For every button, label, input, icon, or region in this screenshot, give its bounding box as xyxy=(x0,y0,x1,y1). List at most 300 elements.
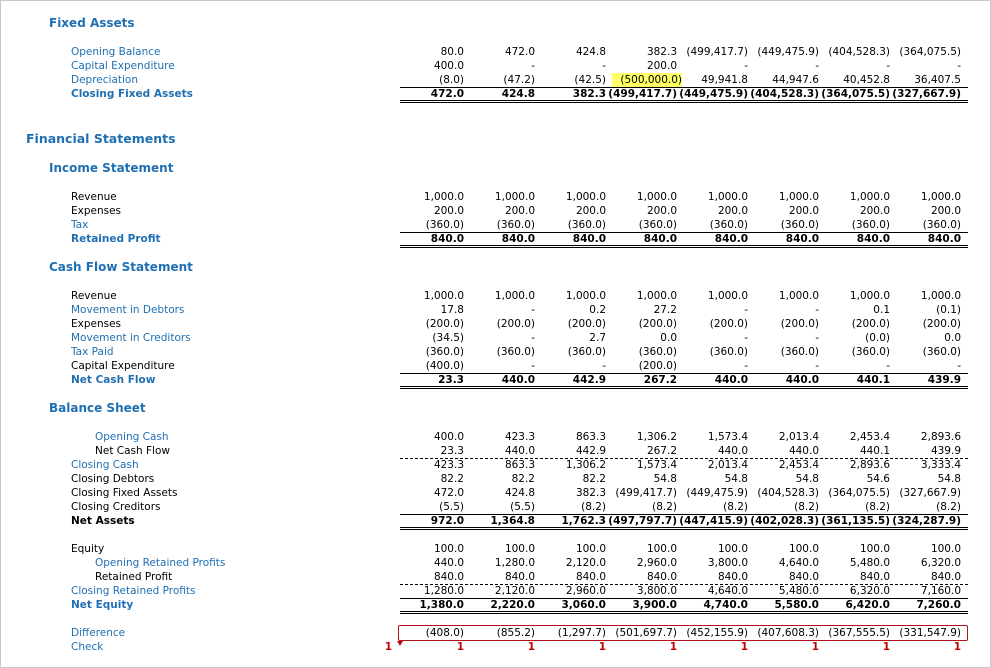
value-cell[interactable]: 1,762.3 xyxy=(561,515,606,527)
fixed-assets-heading: Fixed Assets xyxy=(49,16,135,30)
value-cell[interactable]: (364,075.5) xyxy=(821,88,890,100)
value-cell[interactable]: 423.3 xyxy=(433,459,464,471)
value-cell[interactable]: 840.0 xyxy=(930,571,961,583)
value-cell[interactable]: 1,306.2 xyxy=(636,431,677,443)
value-cell[interactable]: 4,740.0 xyxy=(703,599,748,611)
value-cell[interactable]: 840.0 xyxy=(785,233,819,245)
value-cell[interactable]: 1,000.0 xyxy=(565,191,606,203)
comment-indicator-icon xyxy=(397,641,403,646)
value-cell[interactable]: - xyxy=(744,360,748,372)
value-cell[interactable]: - xyxy=(602,360,606,372)
value-cell[interactable]: (8.2) xyxy=(865,501,890,513)
value-cell[interactable]: - xyxy=(815,60,819,72)
value-cell[interactable]: 82.2 xyxy=(511,473,535,485)
is-row-revenue[interactable] xyxy=(0,190,991,204)
value-cell[interactable]: 840.0 xyxy=(717,571,748,583)
value-cell[interactable]: 2,013.4 xyxy=(778,431,819,443)
bs-row-closing-creditors[interactable] xyxy=(0,500,991,514)
cf-row-movement-debtors[interactable] xyxy=(0,303,991,317)
value-cell[interactable]: 1,000.0 xyxy=(920,290,961,302)
value-cell[interactable]: 442.9 xyxy=(572,374,606,386)
value-cell[interactable]: - xyxy=(744,304,748,316)
row-label: Closing Debtors xyxy=(71,473,155,485)
value-cell[interactable]: - xyxy=(744,332,748,344)
value-cell[interactable]: 1,000.0 xyxy=(636,191,677,203)
value-cell[interactable]: (360.0) xyxy=(567,219,606,231)
cf-row-tax-paid[interactable] xyxy=(0,345,991,359)
row-label: Revenue xyxy=(71,290,117,302)
value-cell[interactable]: (8.2) xyxy=(794,501,819,513)
value-cell[interactable]: (499,417.7) xyxy=(608,88,677,100)
value-cell[interactable]: 1,364.8 xyxy=(490,515,535,527)
value-cell[interactable]: 200.0 xyxy=(646,60,677,72)
value-cell[interactable]: 1 xyxy=(456,641,464,653)
value-cell[interactable]: (200.0) xyxy=(425,318,464,330)
value-cell[interactable]: 40,452.8 xyxy=(843,74,890,86)
value-cell[interactable]: 440.0 xyxy=(785,374,819,386)
value-cell[interactable]: 440.0 xyxy=(717,445,748,457)
value-cell[interactable]: 54.6 xyxy=(866,473,890,485)
value-cell[interactable]: 0.1 xyxy=(873,304,890,316)
value-cell[interactable]: 2,453.4 xyxy=(778,459,819,471)
value-cell[interactable]: 840.0 xyxy=(501,233,535,245)
income-statement-heading: Income Statement xyxy=(49,161,174,175)
value-cell[interactable]: (404,528.3) xyxy=(750,88,819,100)
value-cell[interactable]: 82.2 xyxy=(440,473,464,485)
row-label: Opening Retained Profits xyxy=(95,557,226,569)
value-cell[interactable]: 424.8 xyxy=(501,88,535,100)
value-cell[interactable]: 1,573.4 xyxy=(636,459,677,471)
value-cell[interactable]: 439.9 xyxy=(927,374,961,386)
value-cell[interactable]: 400.0 xyxy=(433,431,464,443)
value-cell[interactable]: 840.0 xyxy=(504,571,535,583)
value-cell[interactable]: 27.2 xyxy=(653,304,677,316)
value-cell[interactable]: 1,280.0 xyxy=(494,557,535,569)
value-cell[interactable]: (47.2) xyxy=(503,74,535,86)
value-cell[interactable]: - xyxy=(886,60,890,72)
value-cell[interactable]: 2,013.4 xyxy=(707,459,748,471)
value-cell[interactable]: (364,075.5) xyxy=(899,46,961,58)
row-label: Retained Profit xyxy=(71,233,161,245)
value-cell[interactable]: (1,297.7) xyxy=(557,627,606,639)
bs-row-closing-retained[interactable] xyxy=(0,584,991,598)
value-cell[interactable]: 4,640.0 xyxy=(707,585,748,597)
value-cell[interactable]: 3,800.0 xyxy=(707,557,748,569)
value-cell[interactable]: 840.0 xyxy=(646,571,677,583)
row-label: Difference xyxy=(71,627,126,639)
value-cell[interactable]: 17.8 xyxy=(440,304,464,316)
double-underline xyxy=(400,527,968,530)
value-cell[interactable]: 440.0 xyxy=(714,374,748,386)
row-label: Capital Expenditure xyxy=(71,360,175,372)
value-cell[interactable]: (360.0) xyxy=(851,219,890,231)
value-cell[interactable]: (404,528.3) xyxy=(757,487,819,499)
value-cell[interactable]: 382.3 xyxy=(572,88,606,100)
value-cell[interactable]: 382.3 xyxy=(575,487,606,499)
value-cell[interactable]: - xyxy=(886,360,890,372)
value-cell[interactable]: 440.0 xyxy=(501,374,535,386)
value-cell[interactable]: 1,000.0 xyxy=(707,290,748,302)
value-cell[interactable]: (327,667.9) xyxy=(892,88,961,100)
value-cell[interactable]: 2,960.0 xyxy=(565,585,606,597)
value-cell[interactable]: (327,667.9) xyxy=(899,487,961,499)
value-cell[interactable]: (8.2) xyxy=(652,501,677,513)
row-label: Expenses xyxy=(71,205,122,217)
value-cell[interactable]: 100.0 xyxy=(433,543,464,555)
bs-row-closing-fixed-assets[interactable] xyxy=(0,486,991,500)
value-cell[interactable]: - xyxy=(744,60,748,72)
value-cell[interactable]: 0.2 xyxy=(589,304,606,316)
value-cell[interactable]: 1,000.0 xyxy=(423,290,464,302)
bs-row-equity[interactable] xyxy=(0,542,991,556)
row-label: Closing Retained Profits xyxy=(71,585,196,597)
value-cell[interactable]: (402,028.3) xyxy=(750,515,819,527)
cf-row-movement-creditors[interactable] xyxy=(0,331,991,345)
value-cell[interactable]: 1,573.4 xyxy=(707,431,748,443)
value-cell[interactable]: (452,155.9) xyxy=(686,627,748,639)
value-cell[interactable]: 472.0 xyxy=(433,487,464,499)
value-cell[interactable]: 54.8 xyxy=(724,473,748,485)
value-cell[interactable]: (360.0) xyxy=(638,346,677,358)
value-cell[interactable]: (5.5) xyxy=(510,501,535,513)
value-cell[interactable]: (324,287.9) xyxy=(892,515,961,527)
row-label: Check xyxy=(71,641,104,653)
value-cell[interactable]: - xyxy=(815,360,819,372)
value-cell[interactable]: (499,417.7) xyxy=(615,487,677,499)
value-cell[interactable]: 7,260.0 xyxy=(916,599,961,611)
value-cell[interactable]: 200.0 xyxy=(930,205,961,217)
value-cell[interactable]: 440.1 xyxy=(856,374,890,386)
value-cell[interactable]: (360.0) xyxy=(922,346,961,358)
value-cell[interactable]: 840.0 xyxy=(643,233,677,245)
cf-row-net-cash-flow[interactable] xyxy=(0,373,991,387)
value-cell[interactable]: (449,475.9) xyxy=(679,88,748,100)
value-cell[interactable]: 2,453.4 xyxy=(849,431,890,443)
row-label: Net Cash Flow xyxy=(95,445,170,457)
value-cell[interactable]: 6,420.0 xyxy=(845,599,890,611)
row-label: Closing Fixed Assets xyxy=(71,88,193,100)
value-cell[interactable]: 1,280.0 xyxy=(423,585,464,597)
value-cell[interactable]: (0.1) xyxy=(936,304,961,316)
is-row-retained-profit[interactable] xyxy=(0,232,991,246)
bs-row-opening-retained[interactable] xyxy=(0,556,991,570)
value-cell[interactable]: 1,306.2 xyxy=(565,459,606,471)
value-cell[interactable]: (200.0) xyxy=(638,360,677,372)
value-cell[interactable]: 36,407.5 xyxy=(914,74,961,86)
value-cell[interactable]: 54.8 xyxy=(937,473,961,485)
value-cell[interactable]: 440.0 xyxy=(433,557,464,569)
value-cell[interactable]: (200.0) xyxy=(709,318,748,330)
row-label: Depreciation xyxy=(71,74,138,86)
is-row-tax[interactable] xyxy=(0,218,991,232)
value-cell[interactable]: 424.8 xyxy=(504,487,535,499)
bs-row-net-assets[interactable] xyxy=(0,514,991,528)
value-cell[interactable]: 7,160.0 xyxy=(920,585,961,597)
value-cell[interactable]: - xyxy=(815,332,819,344)
value-cell[interactable]: (200.0) xyxy=(638,318,677,330)
value-cell[interactable]: 200.0 xyxy=(646,205,677,217)
value-cell[interactable]: 439.9 xyxy=(930,445,961,457)
value-cell[interactable]: 3,900.0 xyxy=(632,599,677,611)
bs-row-retained-profit[interactable] xyxy=(0,570,991,584)
value-cell[interactable]: 4,640.0 xyxy=(778,557,819,569)
value-cell[interactable]: (361,135.5) xyxy=(821,515,890,527)
value-cell[interactable]: 200.0 xyxy=(433,205,464,217)
value-cell[interactable]: - xyxy=(531,304,535,316)
value-cell[interactable]: (200.0) xyxy=(922,318,961,330)
value-cell[interactable]: 5,480.0 xyxy=(849,557,890,569)
value-cell[interactable]: (8.2) xyxy=(936,501,961,513)
double-underline xyxy=(400,611,968,614)
value-cell[interactable]: 1,000.0 xyxy=(494,290,535,302)
value-cell[interactable]: 6,320.0 xyxy=(849,585,890,597)
value-cell[interactable]: 1,000.0 xyxy=(707,191,748,203)
value-cell[interactable]: 863.3 xyxy=(504,459,535,471)
value-cell[interactable]: (855.2) xyxy=(496,627,535,639)
fa-row-depreciation[interactable] xyxy=(0,73,991,87)
value-cell[interactable]: 1,000.0 xyxy=(920,191,961,203)
value-cell[interactable]: - xyxy=(531,332,535,344)
value-cell[interactable]: 3,800.0 xyxy=(636,585,677,597)
value-cell[interactable]: (8.0) xyxy=(439,74,464,86)
value-cell[interactable]: 840.0 xyxy=(788,571,819,583)
value-cell[interactable]: (200.0) xyxy=(851,318,890,330)
value-cell[interactable]: 100.0 xyxy=(788,543,819,555)
value-cell[interactable]: (360.0) xyxy=(709,219,748,231)
value-cell[interactable]: 423.3 xyxy=(504,431,535,443)
highlighted-cell[interactable]: (500,000.0) xyxy=(612,73,682,87)
value-cell[interactable]: 1 xyxy=(740,641,748,653)
row-label: Tax Paid xyxy=(71,346,114,358)
value-cell[interactable]: 2.7 xyxy=(589,332,606,344)
row-label: Closing Cash xyxy=(71,459,139,471)
row-label: Net Equity xyxy=(71,599,134,611)
value-cell[interactable]: 424.8 xyxy=(575,46,606,58)
value-cell[interactable]: 1,000.0 xyxy=(778,290,819,302)
value-cell[interactable]: 100.0 xyxy=(504,543,535,555)
value-cell[interactable]: 100.0 xyxy=(859,543,890,555)
value-cell[interactable]: (360.0) xyxy=(709,346,748,358)
value-cell[interactable]: 2,893.6 xyxy=(920,431,961,443)
value-cell[interactable]: 1,380.0 xyxy=(419,599,464,611)
value-cell[interactable]: 1,000.0 xyxy=(565,290,606,302)
row-label: Net Cash Flow xyxy=(71,374,156,386)
value-cell[interactable]: (34.5) xyxy=(432,332,464,344)
value-cell[interactable]: (200.0) xyxy=(567,318,606,330)
value-cell[interactable]: 863.3 xyxy=(575,431,606,443)
value-cell[interactable]: - xyxy=(957,60,961,72)
value-cell[interactable]: 840.0 xyxy=(714,233,748,245)
value-cell[interactable]: (404,528.3) xyxy=(828,46,890,58)
value-cell[interactable]: 972.0 xyxy=(430,515,464,527)
value-cell[interactable]: (360.0) xyxy=(425,219,464,231)
value-cell[interactable]: 2,893.6 xyxy=(849,459,890,471)
value-cell[interactable]: 1 xyxy=(669,641,677,653)
value-cell[interactable]: (447,415.9) xyxy=(679,515,748,527)
value-cell[interactable]: (360.0) xyxy=(638,219,677,231)
value-cell[interactable]: 80.0 xyxy=(440,46,464,58)
row-label: Closing Creditors xyxy=(71,501,161,513)
value-cell[interactable]: 100.0 xyxy=(717,543,748,555)
value-cell[interactable]: 200.0 xyxy=(788,205,819,217)
row-label: Closing Fixed Assets xyxy=(71,487,178,499)
row-label: Movement in Creditors xyxy=(71,332,191,344)
cash-flow-heading: Cash Flow Statement xyxy=(49,260,193,274)
value-cell[interactable]: 840.0 xyxy=(433,571,464,583)
row-label: Net Assets xyxy=(71,515,135,527)
value-cell[interactable]: (360.0) xyxy=(922,219,961,231)
cf-row-capex[interactable] xyxy=(0,359,991,373)
value-cell[interactable]: 5,480.0 xyxy=(778,585,819,597)
value-cell[interactable]: 840.0 xyxy=(575,571,606,583)
row-label: Equity xyxy=(71,543,105,555)
value-cell[interactable]: (200.0) xyxy=(496,318,535,330)
balance-sheet-heading: Balance Sheet xyxy=(49,401,146,415)
value-cell[interactable]: 1 xyxy=(953,641,961,653)
value-cell[interactable]: 200.0 xyxy=(717,205,748,217)
value-cell[interactable]: 2,120.0 xyxy=(494,585,535,597)
value-cell[interactable]: (497,797.7) xyxy=(608,515,677,527)
value-cell[interactable]: 6,320.0 xyxy=(920,557,961,569)
double-underline xyxy=(400,100,968,103)
value-cell[interactable]: 0.0 xyxy=(660,332,677,344)
check-row[interactable] xyxy=(0,640,991,654)
value-cell[interactable]: 54.8 xyxy=(653,473,677,485)
value-cell[interactable]: 472.0 xyxy=(504,46,535,58)
value-cell[interactable]: (360.0) xyxy=(567,346,606,358)
row-label: Opening Balance xyxy=(71,46,161,58)
value-cell[interactable]: (0.0) xyxy=(865,332,890,344)
double-underline xyxy=(400,386,968,389)
value-cell[interactable]: (367,555.5) xyxy=(828,627,890,639)
value-cell[interactable]: (400.0) xyxy=(425,360,464,372)
bs-row-closing-cash[interactable] xyxy=(0,458,991,472)
value-cell[interactable]: 1,000.0 xyxy=(849,191,890,203)
value-cell[interactable]: (449,475.9) xyxy=(757,46,819,58)
value-cell[interactable]: 100.0 xyxy=(646,543,677,555)
cf-row-expenses[interactable] xyxy=(0,317,991,331)
row-label: Retained Profit xyxy=(95,571,173,583)
value-cell[interactable]: (449,475.9) xyxy=(686,487,748,499)
value-cell[interactable]: 100.0 xyxy=(930,543,961,555)
value-cell[interactable]: (360.0) xyxy=(425,346,464,358)
value-cell[interactable]: (407,608.3) xyxy=(757,627,819,639)
value-cell[interactable]: - xyxy=(815,304,819,316)
financial-statements-heading: Financial Statements xyxy=(26,131,176,146)
value-cell[interactable]: 382.3 xyxy=(646,46,677,58)
value-cell[interactable]: 49,941.8 xyxy=(701,74,748,86)
value-cell[interactable]: (331,547.9) xyxy=(899,627,961,639)
value-cell[interactable]: (364,075.5) xyxy=(828,487,890,499)
value-cell[interactable]: (8.2) xyxy=(581,501,606,513)
value-cell[interactable]: (360.0) xyxy=(780,346,819,358)
value-cell[interactable]: 2,960.0 xyxy=(636,557,677,569)
value-cell[interactable]: 1 xyxy=(882,641,890,653)
check-summary[interactable]: 1 xyxy=(384,641,392,653)
value-cell[interactable]: 54.8 xyxy=(795,473,819,485)
value-cell[interactable]: 3,060.0 xyxy=(561,599,606,611)
value-cell[interactable]: 1 xyxy=(598,641,606,653)
row-label: Opening Cash xyxy=(95,431,169,443)
value-cell[interactable]: 2,220.0 xyxy=(490,599,535,611)
row-label: Revenue xyxy=(71,191,117,203)
cf-row-revenue[interactable] xyxy=(0,289,991,303)
value-cell[interactable]: (360.0) xyxy=(851,346,890,358)
value-cell[interactable]: 2,120.0 xyxy=(565,557,606,569)
value-cell[interactable]: - xyxy=(957,360,961,372)
value-cell[interactable]: 200.0 xyxy=(859,205,890,217)
value-cell[interactable]: 267.2 xyxy=(646,445,677,457)
value-cell[interactable]: 200.0 xyxy=(575,205,606,217)
fa-row-closing[interactable] xyxy=(0,87,991,101)
value-cell[interactable]: 440.0 xyxy=(504,445,535,457)
value-cell[interactable]: 0.0 xyxy=(944,332,961,344)
value-cell[interactable]: 840.0 xyxy=(430,233,464,245)
bs-row-net-equity[interactable] xyxy=(0,598,991,612)
value-cell[interactable]: 1,000.0 xyxy=(494,191,535,203)
value-cell[interactable]: 23.3 xyxy=(438,374,464,386)
fa-row-opening-balance[interactable] xyxy=(0,45,991,59)
value-cell[interactable]: 440.1 xyxy=(859,445,890,457)
difference-row[interactable] xyxy=(0,626,991,640)
value-cell[interactable]: 44,947.6 xyxy=(772,74,819,86)
value-cell[interactable]: 1,000.0 xyxy=(423,191,464,203)
value-cell[interactable]: 840.0 xyxy=(572,233,606,245)
value-cell[interactable]: 267.2 xyxy=(643,374,677,386)
value-cell[interactable]: (200.0) xyxy=(780,318,819,330)
value-cell[interactable]: 100.0 xyxy=(575,543,606,555)
value-cell[interactable]: 472.0 xyxy=(430,88,464,100)
value-cell[interactable]: - xyxy=(531,60,535,72)
value-cell[interactable]: - xyxy=(531,360,535,372)
bs-row-opening-cash[interactable] xyxy=(0,430,991,444)
value-cell[interactable]: 1,000.0 xyxy=(849,290,890,302)
double-underline xyxy=(400,245,968,248)
value-cell[interactable]: 1 xyxy=(811,641,819,653)
value-cell[interactable]: 3,333.4 xyxy=(920,459,961,471)
value-cell[interactable]: 840.0 xyxy=(859,571,890,583)
value-cell[interactable]: 840.0 xyxy=(856,233,890,245)
value-cell[interactable]: - xyxy=(602,60,606,72)
value-cell[interactable]: (501,697.7) xyxy=(615,627,677,639)
value-cell[interactable]: (42.5) xyxy=(574,74,606,86)
value-cell[interactable]: 1 xyxy=(527,641,535,653)
is-row-expenses[interactable] xyxy=(0,204,991,218)
row-label: Expenses xyxy=(71,318,122,330)
value-cell[interactable]: (360.0) xyxy=(496,219,535,231)
value-cell[interactable]: 442.9 xyxy=(575,445,606,457)
value-cell[interactable]: (499,417.7) xyxy=(686,46,748,58)
value-cell[interactable]: 440.0 xyxy=(788,445,819,457)
value-cell[interactable]: 5,580.0 xyxy=(774,599,819,611)
value-cell[interactable]: 82.2 xyxy=(582,473,606,485)
value-cell[interactable]: 23.3 xyxy=(440,445,464,457)
value-cell[interactable]: (5.5) xyxy=(439,501,464,513)
value-cell[interactable]: 200.0 xyxy=(504,205,535,217)
value-cell[interactable]: 1,000.0 xyxy=(778,191,819,203)
value-cell[interactable]: 400.0 xyxy=(433,60,464,72)
row-label: Movement in Debtors xyxy=(71,304,185,316)
bs-row-net-cash-flow[interactable] xyxy=(0,444,991,458)
value-cell[interactable]: 840.0 xyxy=(927,233,961,245)
value-cell[interactable]: (408.0) xyxy=(425,627,464,639)
fa-row-capex[interactable] xyxy=(0,59,991,73)
value-cell[interactable]: (360.0) xyxy=(780,219,819,231)
value-cell[interactable]: (8.2) xyxy=(723,501,748,513)
value-cell[interactable]: (360.0) xyxy=(496,346,535,358)
bs-row-closing-debtors[interactable] xyxy=(0,472,991,486)
value-cell[interactable]: 1,000.0 xyxy=(636,290,677,302)
